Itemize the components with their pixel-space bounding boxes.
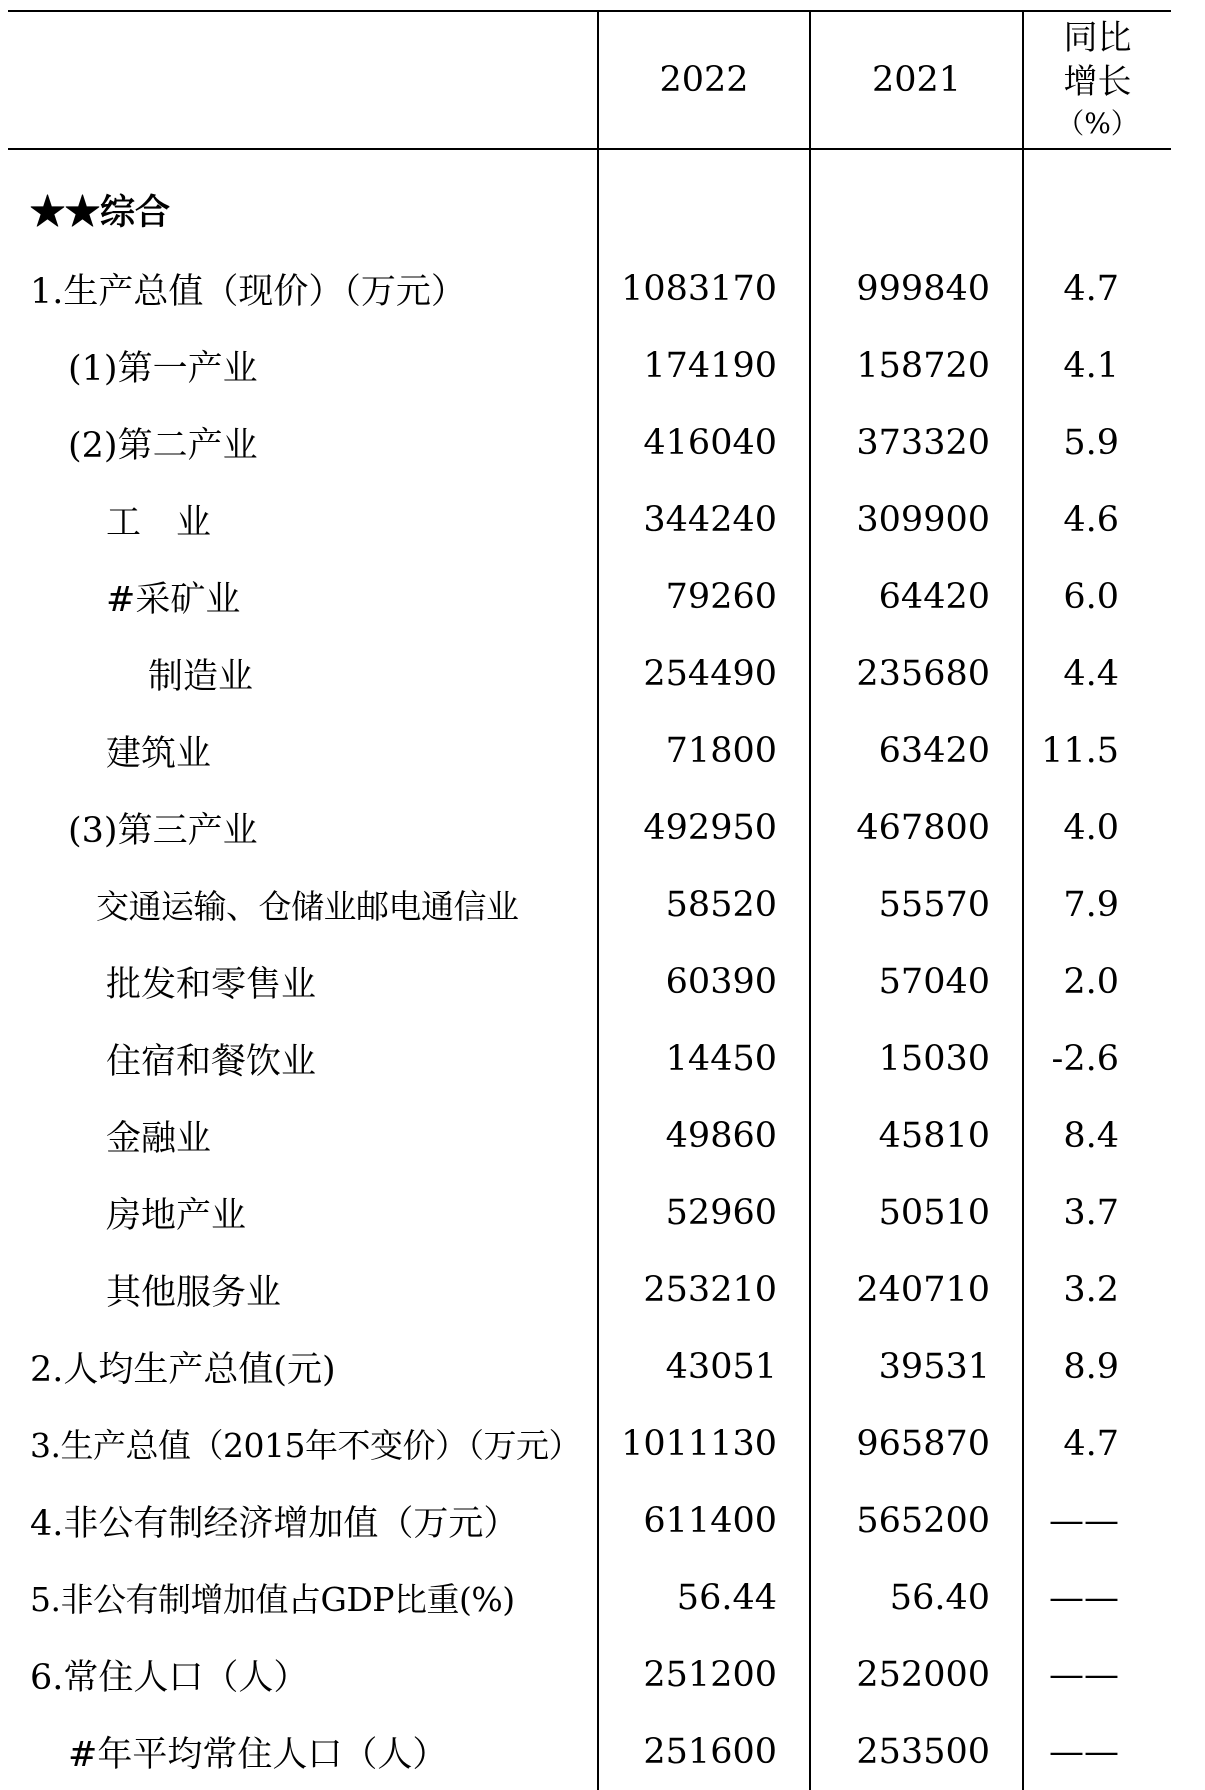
value-2021: 235680 xyxy=(810,635,1023,712)
section-row xyxy=(8,149,1171,250)
value-2021: 39531 xyxy=(810,1328,1023,1405)
value-yoy: 4.0 xyxy=(1023,789,1171,866)
table-row xyxy=(8,1713,1171,1790)
value-2022: 79260 xyxy=(598,558,810,635)
table-row xyxy=(8,1097,1171,1174)
value-2022: 254490 xyxy=(598,635,810,712)
table-row xyxy=(8,635,1171,712)
value-2021: 45810 xyxy=(810,1097,1023,1174)
row-label: 制造业 xyxy=(148,656,254,697)
row-label: 3.生产总值（2015年不变价）（万元） xyxy=(30,1426,581,1465)
table-row xyxy=(8,712,1171,789)
value-2021: 253500 xyxy=(810,1713,1023,1790)
value-yoy: 4.7 xyxy=(1023,1405,1171,1482)
value-2021: 467800 xyxy=(810,789,1023,866)
header-row xyxy=(8,11,1171,149)
row-label: 2.人均生产总值(元) xyxy=(30,1349,336,1390)
table-row xyxy=(8,789,1171,866)
table-row xyxy=(8,1405,1171,1482)
row-label: 工 业 xyxy=(106,502,212,543)
header-yoy-unit: （%） xyxy=(1056,107,1139,140)
value-2021: 15030 xyxy=(810,1020,1023,1097)
value-2022: 1083170 xyxy=(598,250,810,327)
table-row xyxy=(8,1482,1171,1559)
value-2021: 57040 xyxy=(810,943,1023,1020)
section-title: ★★综合 xyxy=(30,192,171,233)
table-row xyxy=(8,1636,1171,1713)
value-yoy: —— xyxy=(1023,1636,1171,1713)
table-body xyxy=(8,149,1171,1790)
value-yoy: 8.9 xyxy=(1023,1328,1171,1405)
value-2022: 14450 xyxy=(598,1020,810,1097)
value-2022: 58520 xyxy=(598,866,810,943)
value-yoy: —— xyxy=(1023,1713,1171,1790)
value-2021: 565200 xyxy=(810,1482,1023,1559)
value-yoy: 6.0 xyxy=(1023,558,1171,635)
value-yoy: —— xyxy=(1023,1559,1171,1636)
table-row xyxy=(8,866,1171,943)
row-label: (1)第一产业 xyxy=(68,348,258,389)
row-label: #采矿业 xyxy=(106,579,241,620)
value-2022: 416040 xyxy=(598,404,810,481)
value-2022: 60390 xyxy=(598,943,810,1020)
value-yoy: 4.4 xyxy=(1023,635,1171,712)
value-yoy: 4.1 xyxy=(1023,327,1171,404)
value-yoy: 11.5 xyxy=(1023,712,1171,789)
value-2022: 71800 xyxy=(598,712,810,789)
row-label: #年平均常住人口（人） xyxy=(68,1734,448,1775)
value-2022: 56.44 xyxy=(598,1559,810,1636)
header-yoy-growth xyxy=(1023,11,1171,149)
value-yoy: 7.9 xyxy=(1023,866,1171,943)
header-year-2022: 2022 xyxy=(598,11,810,149)
header-yoy-line1: 同比 xyxy=(1063,18,1132,58)
table-row xyxy=(8,250,1171,327)
row-label: 5.非公有制增加值占GDP比重(%) xyxy=(30,1580,515,1619)
value-yoy: 4.7 xyxy=(1023,250,1171,327)
table-header xyxy=(8,11,1171,149)
row-label: (3)第三产业 xyxy=(68,810,258,851)
value-2022: 611400 xyxy=(598,1482,810,1559)
row-label: 批发和零售业 xyxy=(106,964,317,1005)
table-row xyxy=(8,1251,1171,1328)
row-label: 其他服务业 xyxy=(106,1272,282,1313)
value-2022: 251600 xyxy=(598,1713,810,1790)
value-yoy: -2.6 xyxy=(1023,1020,1171,1097)
value-2021: 55570 xyxy=(810,866,1023,943)
row-label: 金融业 xyxy=(106,1118,212,1159)
table-row xyxy=(8,1328,1171,1405)
value-2021: 50510 xyxy=(810,1174,1023,1251)
header-year-2021: 2021 xyxy=(810,11,1023,149)
value-yoy: 3.7 xyxy=(1023,1174,1171,1251)
value-yoy: 5.9 xyxy=(1023,404,1171,481)
value-yoy: 3.2 xyxy=(1023,1251,1171,1328)
row-label: 建筑业 xyxy=(106,733,212,774)
value-2021: 63420 xyxy=(810,712,1023,789)
value-2021: 999840 xyxy=(810,250,1023,327)
table-row xyxy=(8,1174,1171,1251)
value-2021: 309900 xyxy=(810,481,1023,558)
value-2021: 158720 xyxy=(810,327,1023,404)
row-label: 4.非公有制经济增加值（万元） xyxy=(30,1503,519,1544)
value-yoy: 8.4 xyxy=(1023,1097,1171,1174)
value-2022: 174190 xyxy=(598,327,810,404)
value-2022: 49860 xyxy=(598,1097,810,1174)
row-label: 住宿和餐饮业 xyxy=(106,1041,317,1082)
value-yoy: 2.0 xyxy=(1023,943,1171,1020)
header-yoy-line2: 增长 xyxy=(1063,62,1132,102)
value-yoy: —— xyxy=(1023,1482,1171,1559)
table-row xyxy=(8,327,1171,404)
value-2022: 1011130 xyxy=(598,1405,810,1482)
header-indicator xyxy=(8,11,598,149)
value-2021: 373320 xyxy=(810,404,1023,481)
row-label: 6.常住人口（人） xyxy=(30,1657,309,1698)
row-label: (2)第二产业 xyxy=(68,425,258,466)
value-yoy: 4.6 xyxy=(1023,481,1171,558)
value-2021: 64420 xyxy=(810,558,1023,635)
value-2022: 43051 xyxy=(598,1328,810,1405)
table-row xyxy=(8,404,1171,481)
table-row xyxy=(8,558,1171,635)
table-row xyxy=(8,1020,1171,1097)
table-row xyxy=(8,943,1171,1020)
value-2022: 52960 xyxy=(598,1174,810,1251)
row-label: 房地产业 xyxy=(106,1195,247,1236)
table-row xyxy=(8,1559,1171,1636)
statistics-table xyxy=(8,10,1171,1790)
value-2022: 251200 xyxy=(598,1636,810,1713)
value-2021: 240710 xyxy=(810,1251,1023,1328)
table-row xyxy=(8,481,1171,558)
value-2021: 965870 xyxy=(810,1405,1023,1482)
value-2021: 252000 xyxy=(810,1636,1023,1713)
row-label: 交通运输、仓储业邮电通信业 xyxy=(96,887,519,926)
value-2021: 56.40 xyxy=(810,1559,1023,1636)
row-label: 1.生产总值（现价）（万元） xyxy=(30,271,466,312)
value-2022: 344240 xyxy=(598,481,810,558)
value-2022: 253210 xyxy=(598,1251,810,1328)
value-2022: 492950 xyxy=(598,789,810,866)
